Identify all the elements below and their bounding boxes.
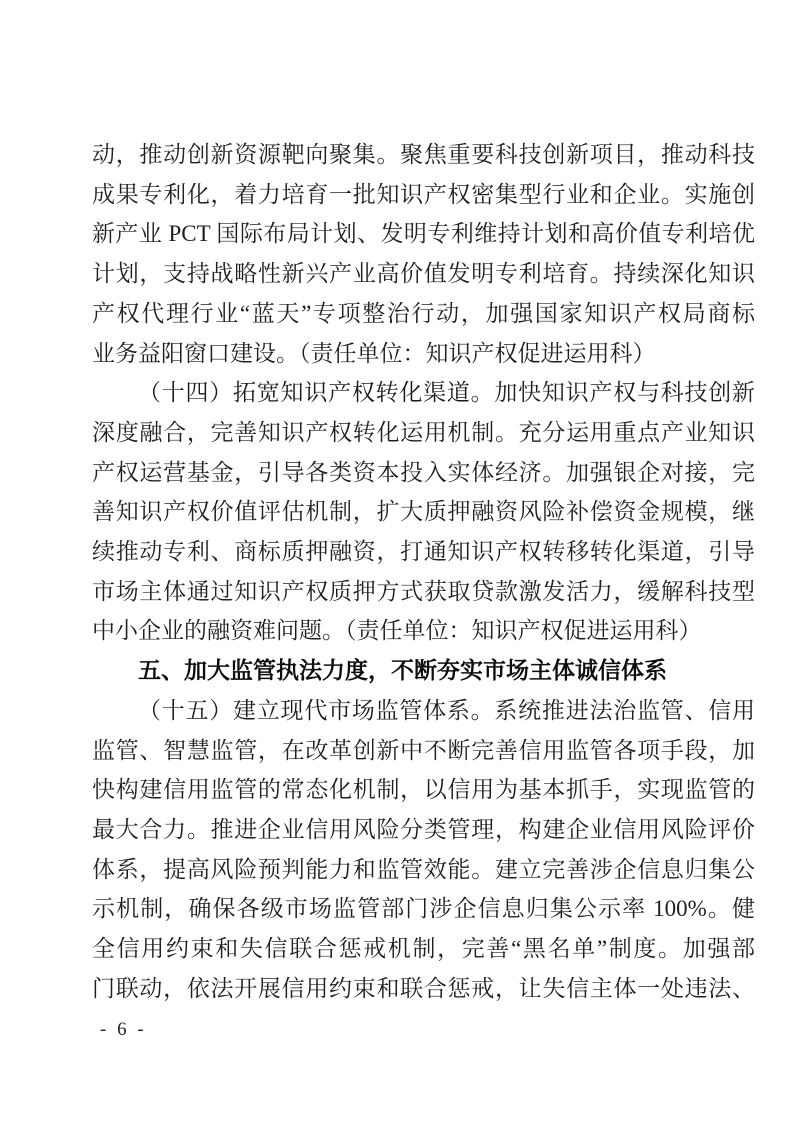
paragraph-line: 新产业 PCT 国际布局计划、发明专利维持计划和高价值专利培优 [92,221,755,247]
section-heading: 五、加大监管执法力度，不断夯实市场主体诚信体系 [138,657,667,684]
paragraph-line: 续推动专利、商标质押融资，打通知识产权转移转化渠道，引导 [92,539,755,565]
paragraph-line: 善知识产权价值评估机制，扩大质押融资风险补偿资金规模，继 [92,499,755,525]
paragraph-last-line: 中小企业的融资难问题。（责任单位：知识产权促进运用科） [92,618,702,644]
paragraph-line: 示机制，确保各级市场监管部门涉企信息归集公示率 100%。健 [92,896,755,922]
paragraph-last-line: 业务益阳窗口建设。（责任单位：知识产权促进运用科） [92,340,656,366]
clause-15-lead: （十五）建立现代市场监管体系。 [138,697,495,723]
paragraph-line: 产权代理行业“蓝天”专项整治行动，加强国家知识产权局商标 [92,300,755,326]
clause-14-lead: （十四）拓宽知识产权转化渠道。 [138,380,495,406]
paragraph-line: 全信用约束和失信联合惩戒机制，完善“黑名单”制度。加强部 [92,936,755,962]
paragraph-line: 计划，支持战略性新兴产业高价值发明专利培育。持续深化知识 [92,261,755,287]
clause-14-first-line [92,373,755,413]
paragraph-line: 成果专利化，着力培育一批知识产权密集型行业和企业。实施创 [92,181,755,207]
clause-14-first-line-rest: 加快知识产权与科技创新 [494,380,756,406]
paragraph-line: 体系，提高风险预判能力和监管效能。建立完善涉企信息归集公 [92,856,755,882]
document-body [92,135,755,1008]
paragraph-line: 监管、智慧监管，在改革创新中不断完善信用监管各项手段，加 [92,737,755,763]
paragraph-line: 市场主体通过知识产权质押方式获取贷款激发活力，缓解科技型 [92,578,755,604]
clause-15-first-line-rest: 系统推进法治监管、信用 [494,697,756,723]
page-number: - 6 - [100,1019,147,1040]
paragraph-line: 产权运营基金，引导各类资本投入实体经济。加强银企对接，完 [92,459,755,485]
paragraph-line: 最大合力。推进企业信用风险分类管理，构建企业信用风险评价 [92,816,755,842]
clause-15-first-line [92,691,755,731]
paragraph-line: 门联动，依法开展信用约束和联合惩戒，让失信主体一处违法、 [92,975,755,1001]
paragraph-line: 动，推动创新资源靶向聚集。聚焦重要科技创新项目，推动科技 [92,142,755,167]
paragraph-line: 深度融合，完善知识产权转化运用机制。充分运用重点产业知识 [92,419,755,445]
paragraph-line: 快构建信用监管的常态化机制，以信用为基本抓手，实现监管的 [92,777,755,803]
